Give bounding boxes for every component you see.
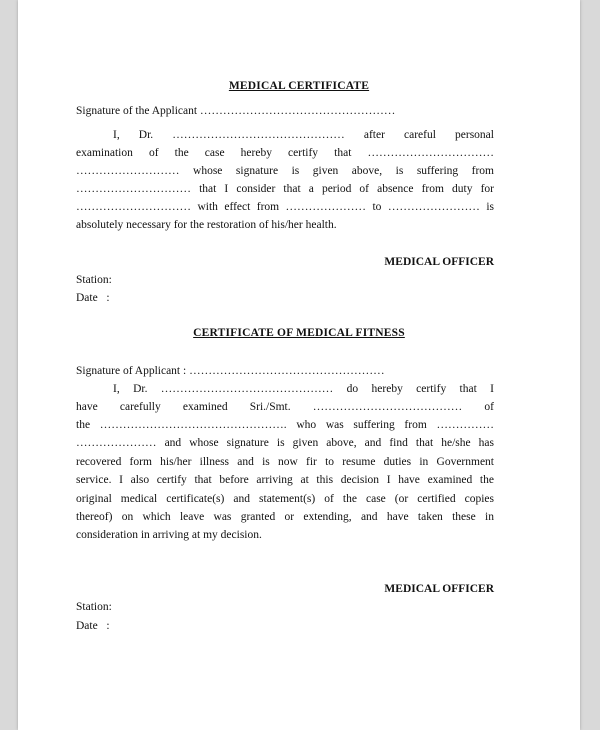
fitness-applicant-signature-line: Signature of Applicant : …………………………………………… <box>76 365 385 377</box>
fitness-station-label: Station: <box>76 601 112 613</box>
cert1-line-4: ………………………… that I consider that a period of absence from duty for <box>76 183 494 195</box>
cert2-line-5: recovered form his/her illness and is now fir to resume duties in Government <box>76 456 494 468</box>
medical-fitness-title: CERTIFICATE OF MEDICAL FITNESS <box>193 327 405 339</box>
date-label: Date : <box>76 292 110 304</box>
cert1-line-6: absolutely necessary for the restoration of his/her health. <box>76 219 337 231</box>
cert2-line-2: have carefully examined Sri./Smt. ………………………………… of <box>76 401 494 413</box>
fitness-medical-officer-label: MEDICAL OFFICER <box>384 583 494 595</box>
medical-certificate-title: MEDICAL CERTIFICATE <box>228 80 370 92</box>
station-label: Station: <box>76 274 112 286</box>
cert2-line-9: consideration in arriving at my decision. <box>76 529 262 541</box>
document-page <box>18 0 580 730</box>
cert1-line-3: ……………………… whose signature is given above, is suffering from <box>76 165 494 177</box>
fitness-date-label: Date : <box>76 620 110 632</box>
cert2-line-6: service. I also certify that before arriving at this decision I have examined the <box>76 474 494 486</box>
cert1-line-1: I, Dr. ……………………………………… after careful personal <box>113 129 494 141</box>
cert2-line-4: ………………… and whose signature is given above, and find that he/she has <box>76 437 494 449</box>
cert2-line-3: the …………………………………………. who was suffering from …………… <box>76 419 494 431</box>
cert1-line-5: ………………………… with effect from ………………… to …………………… is <box>76 201 494 213</box>
medical-officer-label: MEDICAL OFFICER <box>384 256 494 268</box>
cert2-line-7: original medical certificate(s) and statement(s) of the case (or certified copies <box>76 493 494 505</box>
cert2-line-8: thereof) on which leave was granted or extending, and have taken these in <box>76 511 494 523</box>
cert1-line-2: examination of the case hereby certify that …………………………… <box>76 147 494 159</box>
cert2-line-1: I, Dr. ……………………………………… do hereby certify that I <box>113 383 494 395</box>
applicant-signature-line: Signature of the Applicant …………………………………………… <box>76 105 396 117</box>
